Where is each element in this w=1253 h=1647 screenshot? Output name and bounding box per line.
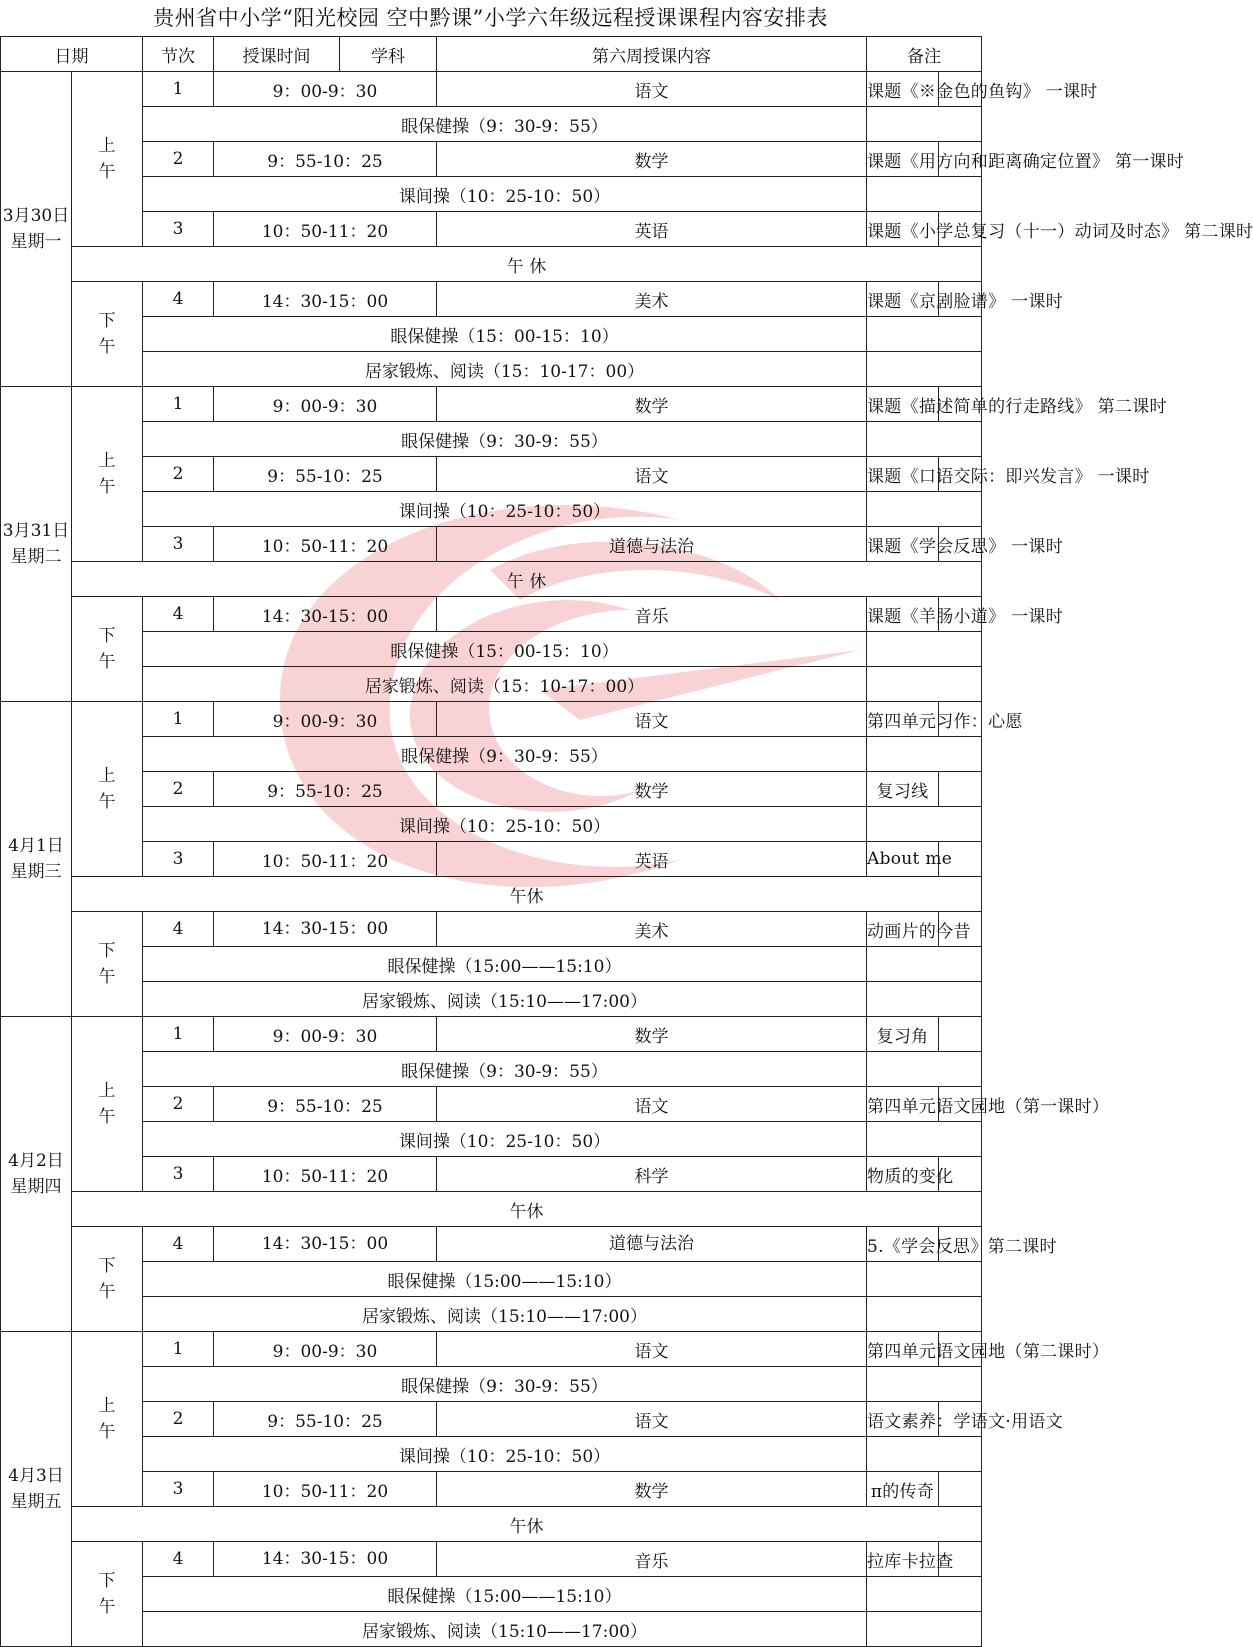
header-subject: 学科 xyxy=(340,37,437,72)
remark-cell xyxy=(867,1577,982,1612)
lesson-time: 9：00-9：30 xyxy=(214,387,437,422)
activity-text: 眼保健操（9：30-9：55） xyxy=(143,1052,867,1087)
activity-row xyxy=(1,947,982,982)
activity-row xyxy=(1,1577,982,1612)
lesson-subject: 科学 xyxy=(437,1157,867,1192)
remark-cell xyxy=(867,947,982,982)
day-date-cell xyxy=(1,702,72,1017)
lesson-time-text: 14：30-15：00 xyxy=(261,1549,389,1569)
remark-cell xyxy=(867,807,982,842)
lesson-content: 复习线 xyxy=(867,772,939,807)
lesson-row xyxy=(1,1402,982,1437)
lesson-row xyxy=(1,387,982,422)
lesson-subject: 美术 xyxy=(437,282,867,317)
lesson-time: 10：50-11：20 xyxy=(214,842,437,877)
lesson-content: 复习角 xyxy=(867,1017,939,1052)
activity-text: 眼保健操（15：00-15：10） xyxy=(143,317,867,352)
lesson-subject-text: 道德与法治 xyxy=(609,1234,694,1254)
period-number: 4 xyxy=(143,597,214,632)
lesson-time: 10：50-11：20 xyxy=(214,212,437,247)
noon-break-row xyxy=(1,1192,982,1227)
lesson-subject xyxy=(437,1227,867,1262)
day-weekday: 星期三 xyxy=(10,862,62,882)
schedule-table xyxy=(0,36,1253,1647)
day-date-cell xyxy=(1,72,72,387)
remark-cell xyxy=(867,177,982,212)
lesson-content: 5.《学会反思》第二课时 xyxy=(867,1227,939,1262)
afternoon-label: 下午 xyxy=(98,1256,116,1302)
lesson-content: 第四单元语文园地（第二课时） xyxy=(867,1332,939,1367)
lesson-content: 第四单元习作：心愿 xyxy=(867,702,939,737)
lesson-subject: 英语 xyxy=(437,212,867,247)
lesson-time: 9：00-9：30 xyxy=(214,1332,437,1367)
day-date: 4月3日 xyxy=(8,1466,64,1486)
header-period: 节次 xyxy=(143,37,214,72)
lesson-row xyxy=(1,842,982,877)
period-number: 4 xyxy=(143,282,214,317)
noon-break: 午 休 xyxy=(72,562,982,597)
activity-row xyxy=(1,107,982,142)
remark-cell xyxy=(867,737,982,772)
activity-row xyxy=(1,667,982,702)
header-date: 日期 xyxy=(1,37,143,72)
remark-cell xyxy=(867,422,982,457)
lesson-time: 10：50-11：20 xyxy=(214,527,437,562)
activity-row xyxy=(1,982,982,1017)
lesson-time: 9：55-10：25 xyxy=(214,142,437,177)
lesson-content: 动画片的今昔 xyxy=(867,912,939,947)
period-number: 1 xyxy=(143,72,214,107)
lesson-row xyxy=(1,142,982,177)
remark-cell xyxy=(867,1612,982,1647)
remark-cell xyxy=(867,667,982,702)
morning-label: 上午 xyxy=(98,1081,116,1127)
activity-row xyxy=(1,492,982,527)
lesson-row xyxy=(1,1472,982,1507)
lesson-content: 拉库卡拉查 xyxy=(867,1542,939,1577)
period-number: 4 xyxy=(143,912,214,947)
remark-cell xyxy=(867,1367,982,1402)
lesson-content: 课题《羊肠小道》 一课时 xyxy=(867,597,939,632)
activity-row xyxy=(1,352,982,387)
day-date-cell xyxy=(1,1332,72,1647)
period-number: 1 xyxy=(143,702,214,737)
lesson-subject: 语文 xyxy=(437,457,867,492)
morning-label: 上午 xyxy=(98,451,116,497)
lesson-subject: 数学 xyxy=(437,1472,867,1507)
activity-text: 课间操（10：25-10：50） xyxy=(143,177,867,212)
lesson-row xyxy=(1,72,982,107)
lesson-row xyxy=(1,1227,982,1262)
day-date: 4月1日 xyxy=(8,836,64,856)
day-date: 4月2日 xyxy=(8,1151,64,1171)
activity-text: 眼保健操（15:00——15:10） xyxy=(143,1577,867,1612)
noon-break-row xyxy=(1,877,982,912)
activity-row xyxy=(1,1437,982,1472)
lesson-content: 课题《学会反思》 一课时 xyxy=(867,527,939,562)
afternoon-label-cell xyxy=(72,912,143,1017)
lesson-content: 课题《京剧脸谱》 一课时 xyxy=(867,282,939,317)
noon-break: 午休 xyxy=(72,1192,982,1227)
activity-row xyxy=(1,632,982,667)
lesson-time: 9：55-10：25 xyxy=(214,1402,437,1437)
lesson-row xyxy=(1,212,982,247)
activity-row xyxy=(1,807,982,842)
afternoon-label: 下午 xyxy=(98,941,116,987)
lesson-subject: 语文 xyxy=(437,72,867,107)
lesson-subject: 音乐 xyxy=(437,597,867,632)
lesson-row xyxy=(1,772,982,807)
activity-text: 居家锻炼、阅读（15：10-17：00） xyxy=(143,667,867,702)
lesson-row xyxy=(1,1332,982,1367)
activity-text: 眼保健操（15:00——15:10） xyxy=(143,947,867,982)
header-remark: 备注 xyxy=(867,37,982,72)
remark-cell xyxy=(867,1262,982,1297)
lesson-content: About me xyxy=(867,842,939,877)
morning-label-cell xyxy=(72,72,143,247)
day-date: 3月30日 xyxy=(2,206,70,226)
remark-cell xyxy=(867,492,982,527)
lesson-time xyxy=(214,912,437,947)
period-number: 2 xyxy=(143,1402,214,1437)
remark-cell xyxy=(939,772,982,807)
lesson-content: 课题《※金色的鱼钩》 一课时 xyxy=(867,72,939,107)
noon-break: 午 休 xyxy=(72,247,982,282)
lesson-subject: 道德与法治 xyxy=(437,527,867,562)
lesson-time xyxy=(214,1227,437,1262)
noon-break-row xyxy=(1,562,982,597)
remark-cell xyxy=(867,352,982,387)
lesson-time: 10：50-11：20 xyxy=(214,1472,437,1507)
lesson-content: 语文素养：学语文·用语文 xyxy=(867,1402,939,1437)
lesson-time: 9：00-9：30 xyxy=(214,1017,437,1052)
remark-cell xyxy=(867,982,982,1017)
lesson-time: 10：50-11：20 xyxy=(214,1157,437,1192)
lesson-row xyxy=(1,1017,982,1052)
activity-text: 课间操（10：25-10：50） xyxy=(143,1122,867,1157)
lesson-subject: 语文 xyxy=(437,1332,867,1367)
morning-label-cell xyxy=(72,1017,143,1192)
activity-text: 眼保健操（9：30-9：55） xyxy=(143,107,867,142)
activity-text: 课间操（10：25-10：50） xyxy=(143,492,867,527)
lesson-row xyxy=(1,282,982,317)
afternoon-label-cell xyxy=(72,597,143,702)
day-weekday: 星期一 xyxy=(10,232,62,252)
lesson-row xyxy=(1,527,982,562)
header-time: 授课时间 xyxy=(214,37,340,72)
afternoon-label-cell xyxy=(72,1227,143,1332)
period-number: 2 xyxy=(143,142,214,177)
remark-cell xyxy=(867,107,982,142)
lesson-time: 9：55-10：25 xyxy=(214,772,437,807)
day-date: 3月31日 xyxy=(2,521,70,541)
day-weekday: 星期二 xyxy=(10,547,62,567)
lesson-subject: 数学 xyxy=(437,1017,867,1052)
lesson-time: 9：55-10：25 xyxy=(214,457,437,492)
remark-cell xyxy=(939,1472,982,1507)
lesson-content: 课题《用方向和距离确定位置》 第一课时 xyxy=(867,142,939,177)
lesson-subject: 数学 xyxy=(437,387,867,422)
morning-label-cell xyxy=(72,1332,143,1507)
activity-text: 居家锻炼、阅读（15:10——17:00） xyxy=(143,1297,867,1332)
lesson-subject: 音乐 xyxy=(437,1542,867,1577)
period-number: 3 xyxy=(143,1472,214,1507)
lesson-subject: 数学 xyxy=(437,772,867,807)
remark-cell xyxy=(867,1052,982,1087)
lesson-content: 课题《小学总复习（十一）动词及时态》 第二课时 xyxy=(867,212,939,247)
lesson-subject: 英语 xyxy=(437,842,867,877)
day-weekday: 星期四 xyxy=(10,1177,62,1197)
activity-text: 课间操（10：25-10：50） xyxy=(143,807,867,842)
noon-break-row xyxy=(1,1507,982,1542)
morning-label-cell xyxy=(72,702,143,877)
activity-text: 课间操（10：25-10：50） xyxy=(143,1437,867,1472)
noon-break: 午休 xyxy=(72,877,982,912)
period-number: 1 xyxy=(143,1332,214,1367)
lesson-row xyxy=(1,1157,982,1192)
morning-label: 上午 xyxy=(98,1396,116,1442)
lesson-time-text: 14：30-15：00 xyxy=(261,1234,389,1254)
period-number: 1 xyxy=(143,387,214,422)
lesson-subject: 美术 xyxy=(437,912,867,947)
activity-text: 眼保健操（9：30-9：55） xyxy=(143,422,867,457)
lesson-content: 第四单元语文园地（第一课时） xyxy=(867,1087,939,1122)
lesson-time xyxy=(214,1542,437,1577)
day-weekday: 星期五 xyxy=(10,1492,62,1512)
activity-row xyxy=(1,1367,982,1402)
lesson-subject: 语文 xyxy=(437,1087,867,1122)
remark-cell xyxy=(867,632,982,667)
lesson-content: 物质的变化 xyxy=(867,1157,939,1192)
morning-label-cell xyxy=(72,387,143,562)
day-date-cell xyxy=(1,1017,72,1332)
activity-row xyxy=(1,1612,982,1647)
period-number: 2 xyxy=(143,772,214,807)
lesson-time: 9：00-9：30 xyxy=(214,72,437,107)
activity-text: 居家锻炼、阅读（15:10——17:00） xyxy=(143,982,867,1017)
morning-label: 上午 xyxy=(98,766,116,812)
header-row xyxy=(1,37,982,72)
lesson-content: 课题《口语交际：即兴发言》 一课时 xyxy=(867,457,939,492)
period-number: 2 xyxy=(143,1087,214,1122)
remark-cell xyxy=(867,1437,982,1472)
remark-cell xyxy=(867,317,982,352)
remark-cell xyxy=(867,1297,982,1332)
afternoon-label: 下午 xyxy=(98,1571,116,1617)
page-title: 贵州省中小学“阳光校园 空中黔课”小学六年级远程授课课程内容安排表 xyxy=(153,6,828,30)
lesson-time-text: 14：30-15：00 xyxy=(261,919,389,939)
activity-text: 居家锻炼、阅读（15:10——17:00） xyxy=(143,1612,867,1647)
period-number: 4 xyxy=(143,1227,214,1262)
activity-row xyxy=(1,737,982,772)
period-number: 3 xyxy=(143,842,214,877)
period-number: 2 xyxy=(143,457,214,492)
activity-row xyxy=(1,177,982,212)
afternoon-label: 下午 xyxy=(98,626,116,672)
lesson-row xyxy=(1,912,982,947)
lesson-content: 课题《描述简单的行走路线》 第二课时 xyxy=(867,387,939,422)
lesson-content: π的传奇 xyxy=(867,1472,939,1507)
period-number: 4 xyxy=(143,1542,214,1577)
lesson-subject: 数学 xyxy=(437,142,867,177)
lesson-time: 9：55-10：25 xyxy=(214,1087,437,1122)
lesson-time: 14：30-15：00 xyxy=(214,597,437,632)
lesson-row xyxy=(1,1087,982,1122)
activity-row xyxy=(1,1297,982,1332)
lesson-time: 9：00-9：30 xyxy=(214,702,437,737)
lesson-time: 14：30-15：00 xyxy=(214,282,437,317)
lesson-row xyxy=(1,1542,982,1577)
period-number: 3 xyxy=(143,212,214,247)
activity-text: 居家锻炼、阅读（15：10-17：00） xyxy=(143,352,867,387)
period-number: 3 xyxy=(143,527,214,562)
activity-row xyxy=(1,1122,982,1157)
lesson-row xyxy=(1,457,982,492)
noon-break: 午休 xyxy=(72,1507,982,1542)
day-date-cell xyxy=(1,387,72,702)
period-number: 1 xyxy=(143,1017,214,1052)
activity-text: 眼保健操（15：00-15：10） xyxy=(143,632,867,667)
activity-text: 眼保健操（9：30-9：55） xyxy=(143,1367,867,1402)
remark-cell xyxy=(867,1122,982,1157)
activity-text: 眼保健操（9：30-9：55） xyxy=(143,737,867,772)
morning-label: 上午 xyxy=(98,136,116,182)
remark-cell xyxy=(939,1017,982,1052)
activity-row xyxy=(1,1262,982,1297)
header-content: 第六周授课内容 xyxy=(437,37,867,72)
lesson-subject: 语文 xyxy=(437,702,867,737)
lesson-row xyxy=(1,597,982,632)
period-number: 3 xyxy=(143,1157,214,1192)
noon-break-row xyxy=(1,247,982,282)
activity-row xyxy=(1,317,982,352)
activity-text: 眼保健操（15:00——15:10） xyxy=(143,1262,867,1297)
afternoon-label-cell xyxy=(72,1542,143,1647)
lesson-row xyxy=(1,702,982,737)
afternoon-label: 下午 xyxy=(98,311,116,357)
lesson-subject: 语文 xyxy=(437,1402,867,1437)
activity-row xyxy=(1,422,982,457)
activity-row xyxy=(1,1052,982,1087)
afternoon-label-cell xyxy=(72,282,143,387)
